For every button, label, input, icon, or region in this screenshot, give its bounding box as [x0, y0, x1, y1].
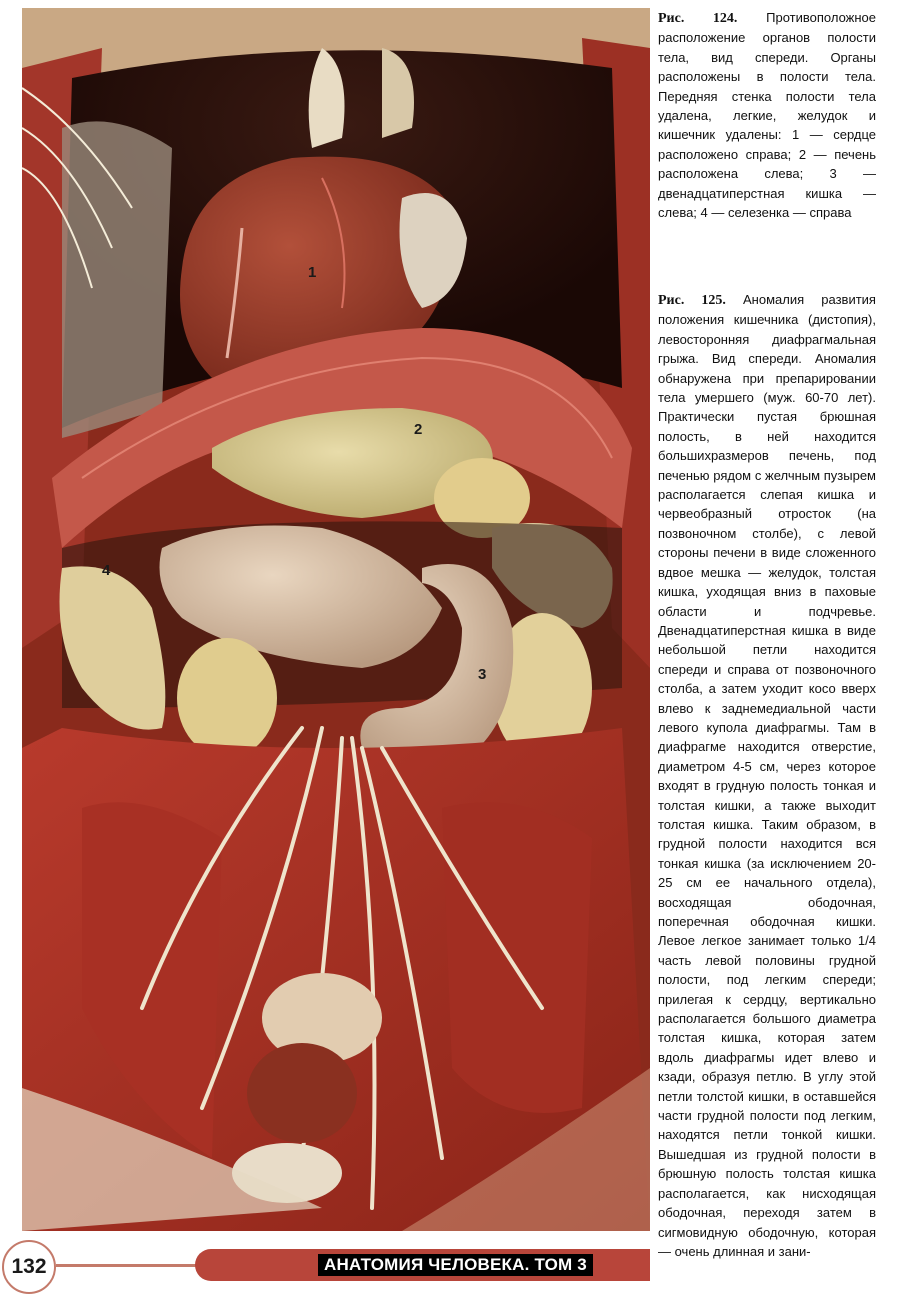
footer-divider	[56, 1264, 196, 1267]
caption-fig-124	[658, 8, 876, 222]
label-heart: 1	[308, 264, 317, 281]
page-number-badge	[2, 1240, 56, 1294]
caption-text: Противоположное расположение органов полости тела, вид спереди. Органы расположены в полости тела. Передняя стенка полости тела удалена, легкие, желудок и кишечник удалены: 1 — сердце расположено справа; 2 — печень расположена слева; 3 — двенадцатиперстная кишка — слева; 4 — селезенка — справа	[658, 10, 876, 221]
caption-lead: Рис. 125.	[658, 293, 726, 308]
page-number: 132	[11, 1255, 47, 1278]
book-title: АНАТОМИЯ ЧЕЛОВЕКА. ТОМ 3	[324, 1255, 587, 1274]
caption-text: Аномалия развития положения кишечника (дистопия), левосторонняя диафрагмальная грыжа. Вид спереди. Аномалия обнаружена при препарировании тела умершего (муж. 60-70 лет). Практически пустая брюшная полость, в ней находится большихразмеров печень, под печенью рядом с желчным пузырем располагается слепая кишка и червеобразный отросток (на позвоночном столбе), с левой стороны печени в виде сложенного вдвое мешка — желудок, толстая кишка, уходящая вниз в паховые области и подчревье. Двенадцатиперстная кишка в виде небольшой петли находится спереди и справа от позвоночного столба, а затем уходит косо вверх влево к заднемедиальной части левого купола диафрагмы. Там в диафрагме находится отверстие, диаметром 4-5 см, через которое входят в грудную полость тонкая и толстая кишки, а также выходит толстая кишка. Таким образом, в грудной полости находится вся тонкая кишка (за исключением 20-25 см ее начального отдела), восходящая ободочная, поперечная ободочная кишки. Левое легкое занимает только 1/4 часть левой половины грудной полости, под легким спереди; прилегая к сердцу, вертикально располагается большого диаметра толстая кишка, которая затем вдоль диафрагмы идет влево и кзади, образуя петлю. В углу этой петли толстой кишки, в оставшейся части грудной полости под легким, находятся петли тонкой кишки. Вышедшая из грудной полости в брюшную полость толстая кишка располагается, как нисходящая ободочная, переходя затем в сигмовидную ободочную, которая — очень длинная и зани-	[658, 292, 876, 1259]
footer-title-box	[318, 1254, 593, 1276]
caption-fig-125	[658, 290, 876, 1261]
label-duodenum: 3	[478, 666, 487, 683]
label-spleen: 4	[102, 562, 111, 579]
caption-lead: Рис. 124.	[658, 11, 738, 26]
label-liver: 2	[414, 421, 423, 438]
anatomy-illustration	[22, 8, 650, 1231]
anatomy-photo	[22, 8, 650, 1231]
